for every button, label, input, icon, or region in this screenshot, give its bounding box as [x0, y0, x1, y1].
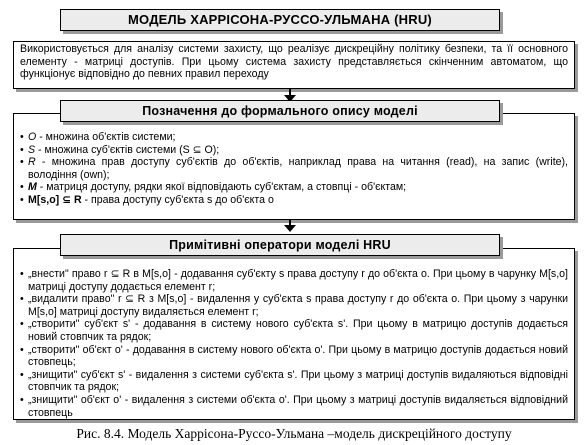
operator-item: • „видалити право" r ⊆ R з M[s,o] - видалення у суб'єкта s права доступу r до об'єкта o. При цьому з чарунки M[s,o] матриці доступу видаляється елемент r; — [20, 293, 568, 318]
model-description-text: Використовується для аналізу системи захисту, що реалізує дискреційну політику безпеки, та її основного елементу - матриці доступів. При цьому система захисту представляється скінченним автоматом, що функціонує відповідно до певних правил переходу — [20, 43, 568, 81]
notation-item: • O - множина об'єктів системи; — [20, 131, 568, 144]
notation-item: • M - матриця доступу, рядки якої відповідають суб'єктам, а стовпці - об'єктам; — [20, 181, 568, 194]
notation-list — [14, 114, 574, 207]
operators-title: Примітивні оператори моделі HRU — [60, 234, 500, 256]
notation-item: • R - множина прав доступу суб'єктів до об'єктів, наприклад права на читання (read), на запис (write), володіння (own); — [20, 156, 568, 181]
operator-item: • „знищити" об'єкт o' - видалення з системи об'єкта o'. При цьому з матриці доступів видаляється відповідний стовпець — [20, 394, 568, 419]
operator-item: • „знищити" суб'єкт s' - видалення з системи суб'єкта s'. При цьому з матриці доступів видаляються відповідні стовпчик та рядок; — [20, 369, 568, 394]
notation-title: Позначення до формального опису моделі — [60, 100, 500, 122]
arrow-down-icon — [288, 220, 292, 232]
operator-item: • „створити" суб'єкт s' - додавання в систему нового суб'єкта s'. При цьому в матрицю доступів додається новий стовпчик та рядок; — [20, 318, 568, 343]
model-title: МОДЕЛЬ ХАРРІСОНА-РУССО-УЛЬМАНА (HRU) — [60, 9, 500, 31]
notation-panel — [13, 113, 575, 220]
model-description-panel — [13, 41, 575, 89]
notation-item: • M[s,o] ⊆ R - права доступу суб'єкта s до об'єкта o — [20, 194, 568, 207]
operator-item: • „створити" об'єкт o' - додавання в систему нового об'єкта o'. При цьому в матрицю доступів додається новий стовпець; — [20, 344, 568, 369]
operators-list — [14, 249, 574, 419]
operators-panel — [13, 248, 575, 420]
operator-item: • „внести" право r ⊆ R в M[s,o] - додавання суб'єкту s права доступу r до об'єкта o. При цьому в чарунку M[s,o] матриці доступу додається елемент r; — [20, 268, 568, 293]
figure-caption: Рис. 8.4. Модель Харрісона-Руссо-Ульмана –модель дискреційного доступу — [76, 426, 512, 441]
notation-item: • S - множина суб'єктів системи (S ⊆ O); — [20, 144, 568, 157]
